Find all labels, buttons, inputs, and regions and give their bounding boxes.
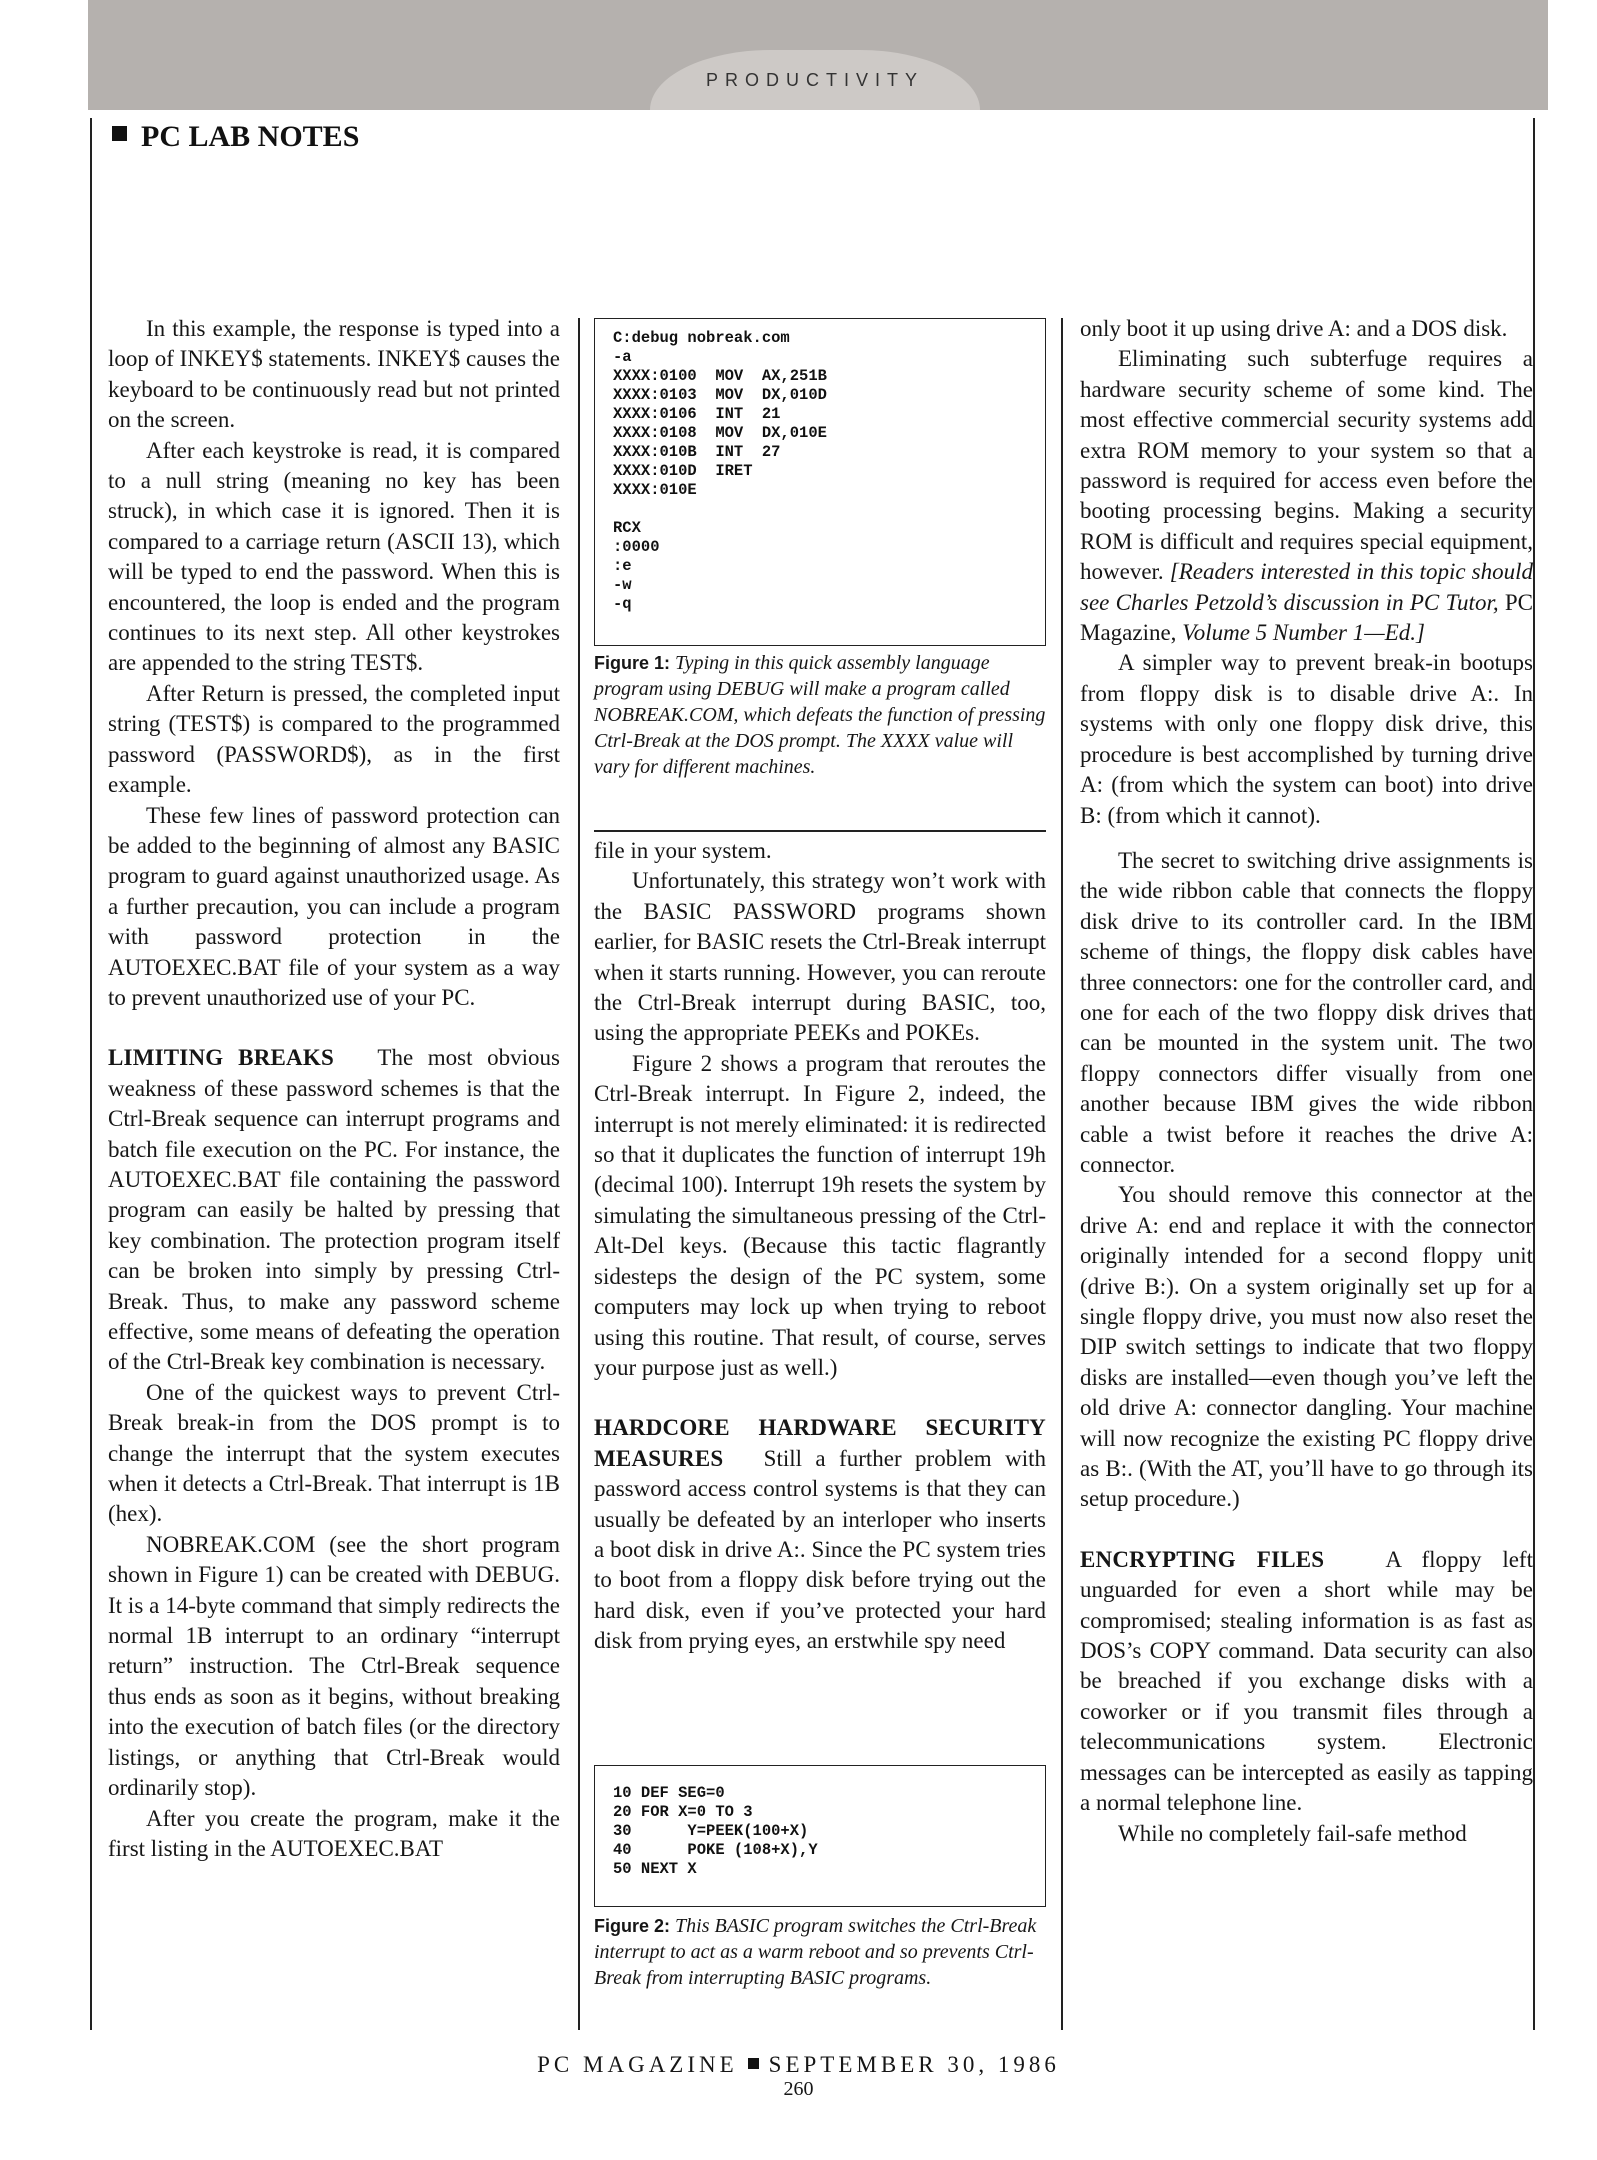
paragraph: After Return is pressed, the completed input string (TEST$) is compared to the programmed password (PASSWORD$), as in the first example. <box>108 680 560 798</box>
paragraph: While no completely fail-safe method <box>1118 1820 1467 1846</box>
footer <box>0 2052 1597 2101</box>
paragraph-text: Still a further problem with password access control systems is that they can usually be defeated by an interloper who inserts a boot disk in drive A:. Since the PC system tries to boot from a floppy disk before trying out the hard disk, even if you’ve protected your hard disk from prying eyes, an erstwhile spy need <box>594 1445 1046 1654</box>
column-1 <box>108 314 560 1864</box>
spacer <box>1080 1515 1533 1545</box>
footer-masthead <box>0 2052 1597 2078</box>
subhead-encrypting-files: ENCRYPTING FILES <box>1080 1546 1325 1572</box>
square-bullet-icon <box>112 126 127 141</box>
paragraph: You should remove this connector at the drive A: end and replace it with the connector originally intended for a second floppy unit (drive B:). On a system originally set up for a single floppy drive, you must now also reset the DIP switch settings to indicate that two floppy disks are installed—even though you’ve left the old drive A: connector dangling. Your machine will now recognize the existing PC floppy drive as B:. (With the AT, you’ll have to go through its setup procedure.) <box>1080 1182 1533 1512</box>
footer-date: SEPTEMBER 30, 1986 <box>768 2052 1060 2077</box>
paragraph <box>108 1043 560 1377</box>
department-title-text: PC LAB NOTES <box>141 120 360 153</box>
editor-note: [Readers interested in this topic should see Charles Petzold’s discussion in PC Tutor, <box>1080 559 1533 615</box>
paragraph: The secret to switching drive assignments is the wide ribbon cable that connects the floppy disk drive to its controller card. In the IBM scheme of things, the floppy disk cables have three connectors: one for the controller card, and one for each of the two floppy disk drives that can be mounted in the system unit. The two floppy connectors differ visually from one another because IBM gives the wide ribbon cable a twist before it reaches the drive A: connector. <box>1080 847 1533 1177</box>
department-title <box>112 120 359 154</box>
magazine-name: PC Magazine, <box>1080 589 1534 646</box>
paragraph-text: The most obvious weakness of these password schemes is that the Ctrl-Break sequence can interrupt programs and batch file execution on the PC. For instance, the AUTOEXEC.BAT file containing the password program can easily be halted by pressing that key combination. The protection program itself can be broken into simply by pressing Ctrl-Break. Thus, to make any password scheme effective, some means of defeating the operation of the Ctrl-Break key combination is necessary. <box>108 1045 560 1375</box>
paragraph: In this example, the response is typed into a loop of INKEY$ statements. INKEY$ causes the keyboard to be continuously read but not printed on the screen. <box>108 316 560 433</box>
section-label: PRODUCTIVITY <box>705 70 924 90</box>
figure-2-code-box <box>594 1765 1046 1907</box>
paragraph-text: A floppy left unguarded for even a short while may be compromised; stealing information is as fast as DOS’s COPY command. Data security can also be breached if you exchange disks with a coworker or if you transmit files through a telecommunications system. Electronic messages can be intercepted as easily as tapping a normal telephone line. <box>1080 1546 1533 1816</box>
paragraph: NOBREAK.COM (see the short program shown in Figure 1) can be created with DEBUG. It is a 14-byte command that simply redirects the normal 1B interrupt to an ordinary “interrupt return” instruction. The Ctrl-Break sequence thus ends as soon as it begins, without breaking into the execution of batch files (or the directory listings, or anything that Ctrl-Break would ordinarily stop). <box>108 1531 560 1801</box>
paragraph: After you create the program, make it the first listing in the AUTOEXEC.BAT <box>108 1805 560 1861</box>
figure-1-caption-text: Typing in this quick assembly language program using DEBUG will make a program called NOBREAK.COM, which defeats the function of pressing Ctrl-Break at the DOS prompt. The XXXX value will vary for different machines. <box>594 652 1046 778</box>
footer-magazine: PC MAGAZINE <box>537 2052 738 2077</box>
column-rule-2 <box>1061 318 1063 2030</box>
spacer <box>1080 831 1533 846</box>
figure-1-label: Figure 1: <box>594 653 671 673</box>
page-number: 260 <box>783 2078 814 2100</box>
figure-2-code: 10 DEF SEG=0 20 FOR X=0 TO 3 30 Y=PEEK(100+X) 40 POKE (108+X),Y 50 NEXT X <box>613 1784 818 1878</box>
figure-1-caption <box>594 650 1046 780</box>
volume-note: Volume 5 Number 1—Ed.] <box>1182 620 1425 646</box>
left-rule <box>90 118 92 2030</box>
paragraph: Unfortunately, this strategy won’t work with the BASIC PASSWORD programs shown earlier, for BASIC resets the Ctrl-Break interrupt when it starts running. However, you can reroute the Ctrl-Break interrupt during BASIC, too, using the appropriate PEEKs and POKEs. <box>594 868 1046 1046</box>
paragraph: One of the quickest ways to prevent Ctrl-Break break-in from the DOS prompt is to change the interrupt that the system executes when it detects a Ctrl-Break. That interrupt is 1B (hex). <box>108 1379 560 1527</box>
column-rule-1 <box>578 318 580 2030</box>
spacer <box>594 1383 1046 1413</box>
right-rule <box>1533 118 1535 2030</box>
paragraph <box>1080 344 1533 648</box>
figure-1-code-box <box>594 318 1046 646</box>
paragraph: These few lines of password protection can be added to the beginning of almost any BASIC program to guard against unauthorized usage. As a further precaution, you can include a program with password protection in the AUTOEXEC.BAT file of your system as a way to prevent unauthorized use of your PC. <box>108 802 560 1010</box>
column-3 <box>1080 314 1533 1849</box>
subhead-limiting-breaks: LIMITING BREAKS <box>108 1045 334 1071</box>
paragraph <box>1080 1545 1533 1819</box>
figure-2-caption-text: This BASIC program switches the Ctrl-Break interrupt to act as a warm reboot and so prevents Ctrl-Break from interrupting BASIC programs. <box>594 1915 1037 1989</box>
figure-1-rule <box>594 830 1046 832</box>
paragraph <box>594 1413 1046 1656</box>
paragraph: After each keystroke is read, it is compared to a null string (meaning no key has been struck), in which case it is ignored. Then it is compared to a carriage return (ASCII 13), which will be typed to end the password. When this is encountered, the loop is ended and the program continues to its next step. All other keystrokes are appended to the string TEST$. <box>108 437 560 676</box>
square-bullet-icon <box>748 2058 759 2069</box>
spacer <box>108 1013 560 1043</box>
column-2 <box>594 836 1046 1657</box>
subhead-hardware-security: HARDCORE HARDWARE SECURITY MEASURES <box>594 1415 1046 1471</box>
paragraph: file in your system. <box>594 838 772 863</box>
figure-1-code: C:debug nobreak.com -a XXXX:0100 MOV AX,251B XXXX:0103 MOV DX,010D XXXX:0106 INT 21 XXXX:0108 MOV DX,010E XXXX:010B INT 27 XXXX:010D IRET XXXX:010E RCX :0000 :e -w -q <box>613 329 827 613</box>
paragraph: A simpler way to prevent break-in bootups from floppy disk is to disable drive A:. In systems with only one floppy disk drive, this procedure is best accomplished by turning drive A: (from which the system can boot) into drive B: (from which it cannot). <box>1080 650 1533 828</box>
paragraph: only boot it up using drive A: and a DOS disk. <box>1080 316 1508 341</box>
paragraph: Figure 2 shows a program that reroutes the Ctrl-Break interrupt. In Figure 2, indeed, the interrupt is not merely eliminated: it is redirected so that it duplicates the function of interrupt 19h (decimal 100). Interrupt 19h resets the system by simulating the simultaneous pressing of the Ctrl-Alt-Del keys. (Because this tactic flagrantly sidesteps the design of the PC system, some computers may lock up when trying to reboot using this routine. That result, of course, serves your purpose just as well.) <box>594 1050 1046 1380</box>
figure-2-caption <box>594 1913 1046 1991</box>
figure-2-label: Figure 2: <box>594 1916 671 1936</box>
paragraph-text: Eliminating such subterfuge requires a hardware security scheme of some kind. The most effective commercial security systems add extra ROM memory to your system so that a password is required for access even before the booting processing begins. Making a security ROM is difficult and requires special equipment, however. <box>1080 346 1533 585</box>
